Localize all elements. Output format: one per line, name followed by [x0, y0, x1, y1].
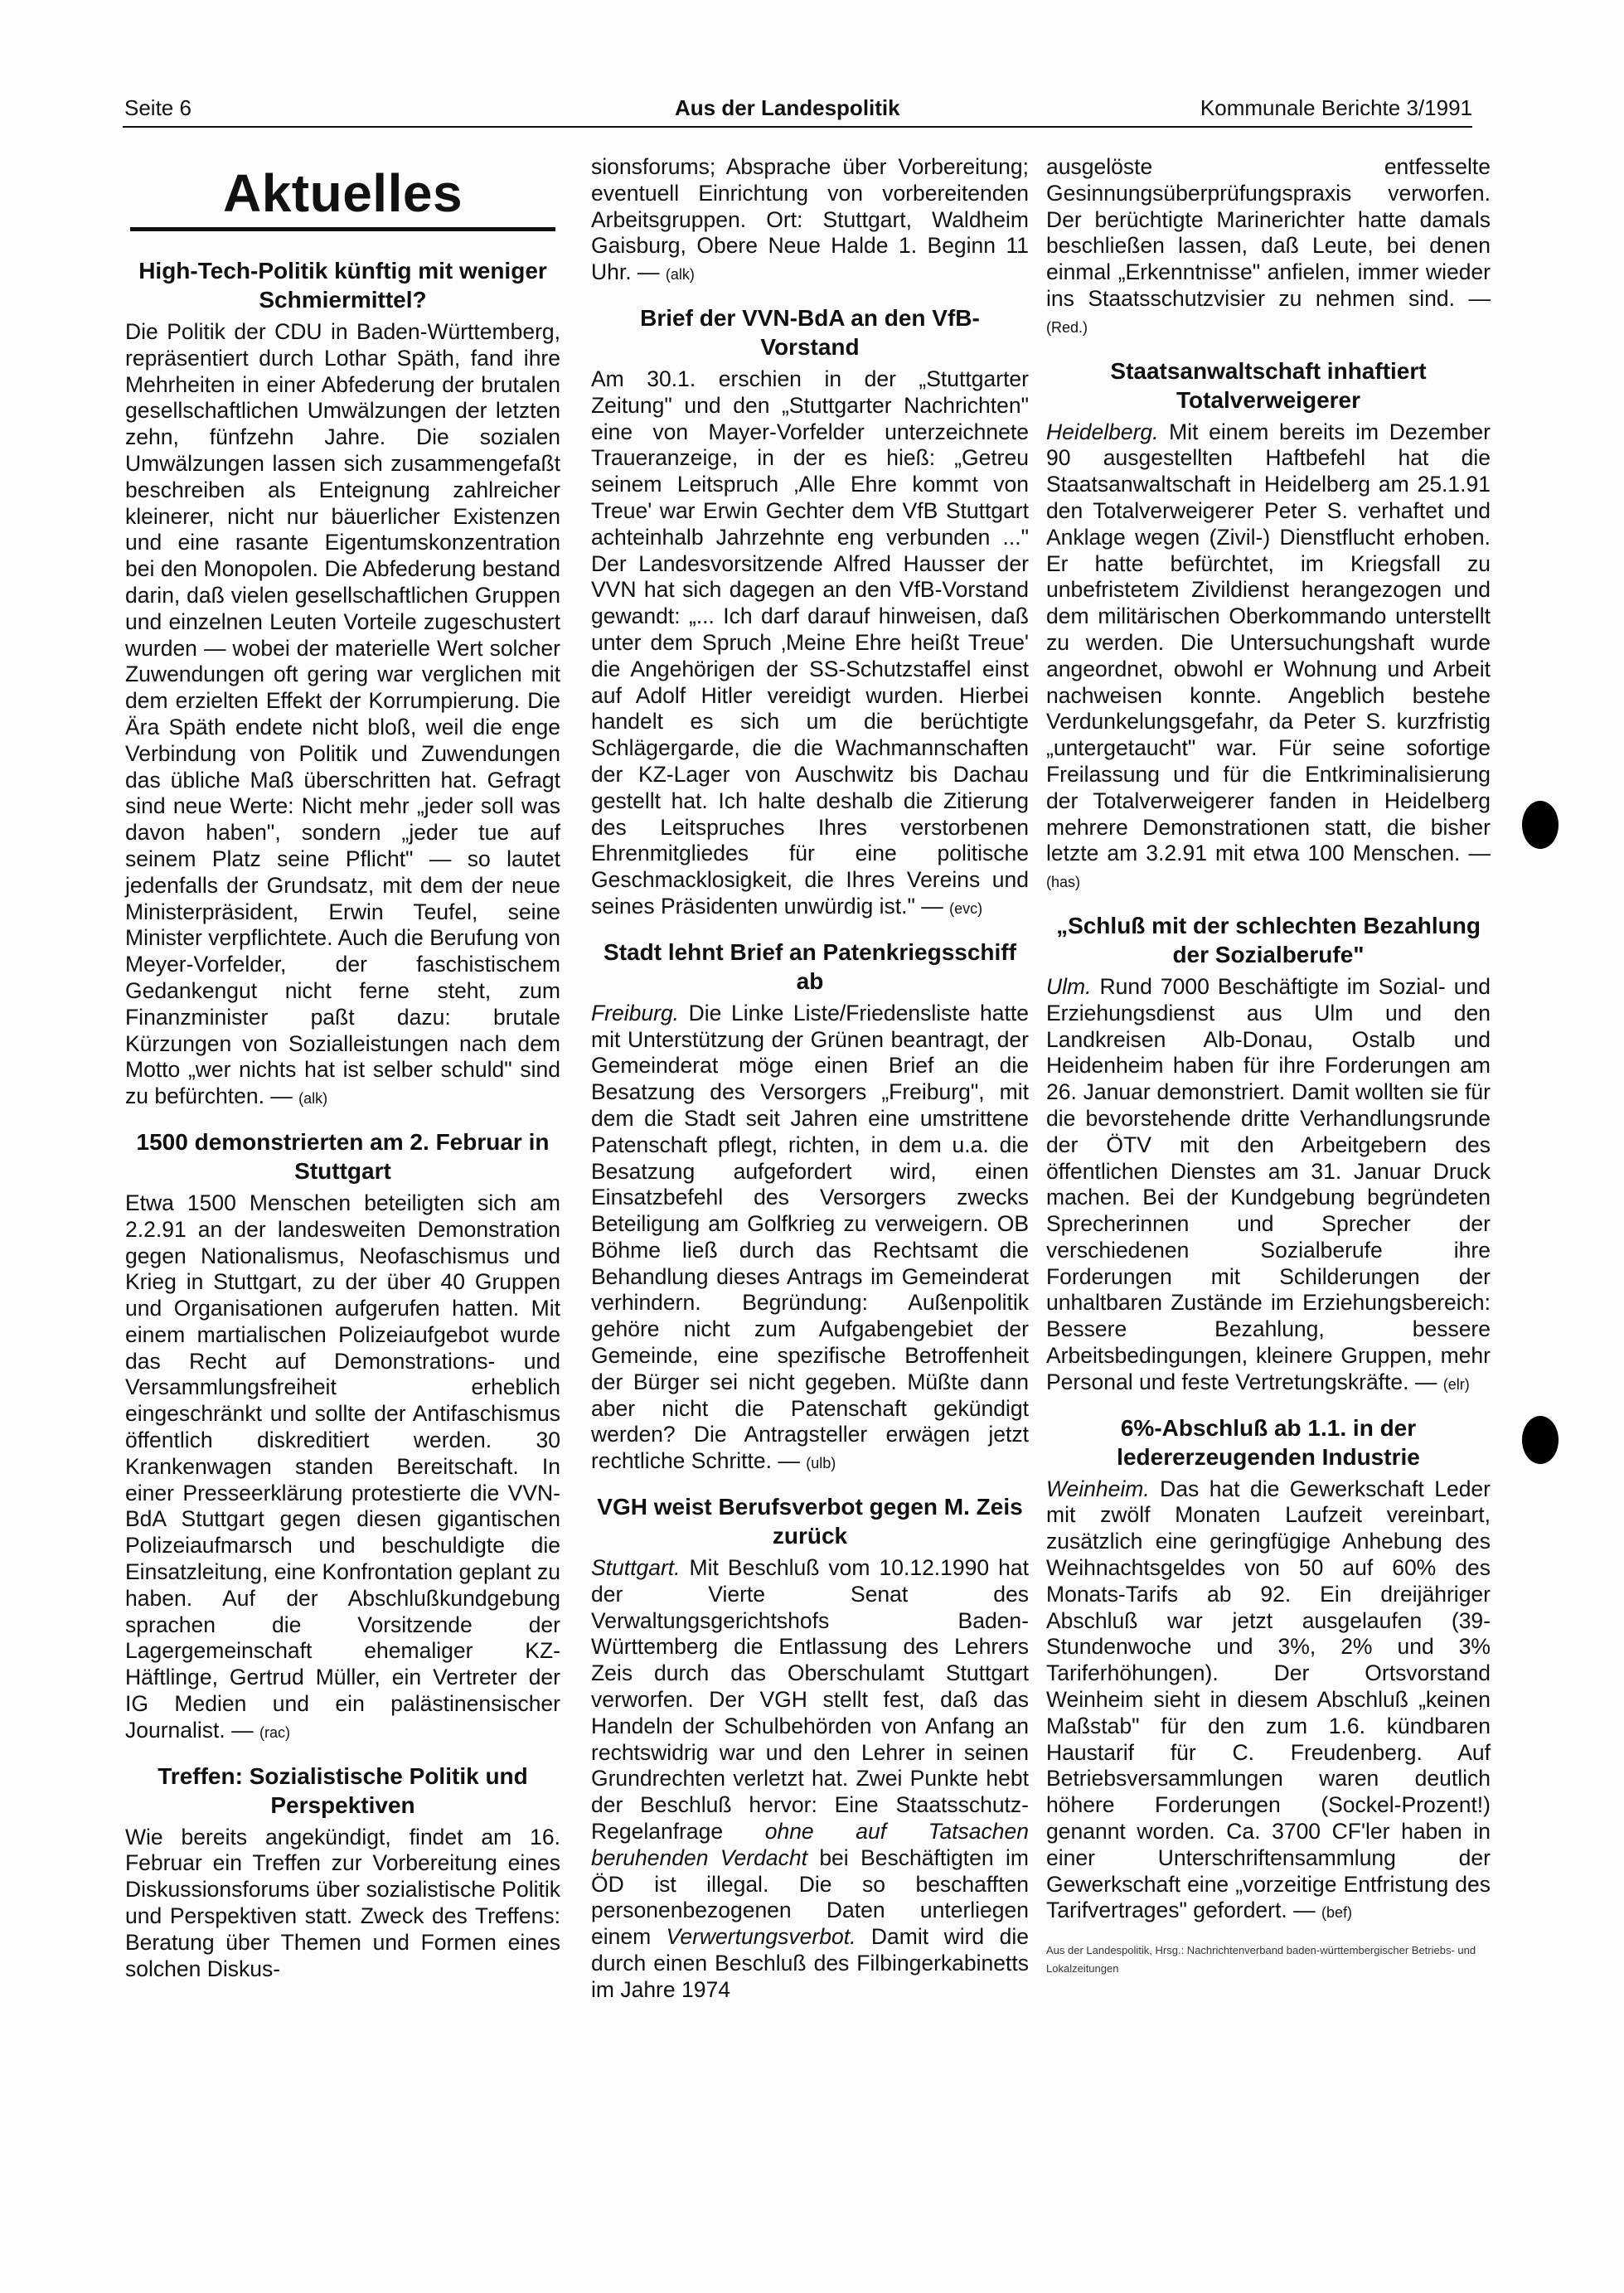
article-text: sionsforums; Absprache über Vorbereitung; eventuell Einrichtung von vorbereitenden Arbeitsgruppen. Ort: Stuttgart, Waldheim Gaisburg, Obere Neue Halde 1. Beginn 11 Uhr. —: [591, 154, 1029, 285]
dateline: Weinheim.: [1046, 1476, 1150, 1501]
article-body: [125, 319, 560, 1113]
author-tag: (Red.): [1046, 318, 1088, 336]
article-body: [1046, 1476, 1491, 1927]
article-body: [1046, 974, 1491, 1399]
article-text: Wie bereits angekündigt, findet am 16. Februar ein Treffen zur Vorbereitung eines Diskussionsforums über sozialistische Politik und Perspektiven statt. Zweck des Treffens: Beratung über Themen und Formen eines solchen Diskus-: [125, 1824, 560, 1981]
author-tag: (evc): [949, 899, 983, 917]
column-2: [591, 154, 1029, 2019]
emphasis-text: Verwertungsverbot.: [666, 1924, 856, 1950]
author-tag: (has): [1046, 874, 1081, 891]
article-body: [591, 1555, 1029, 2004]
article-title: Staatsanwaltschaft inhaftiert Totalverweigerer: [1110, 357, 1427, 413]
article-title: Treffen: Sozialistische Politik und Perspektiven: [158, 1762, 528, 1818]
column-3: [1046, 154, 1491, 1978]
article-title: 6%-Abschluß ab 1.1. in der ledererzeugenden Industrie: [1117, 1414, 1420, 1470]
article-body: [125, 1190, 560, 1747]
article-text: bei Beschäftigten im ÖD ist illegal. Die so beschafften personenbezogenen Daten unterliegen einem: [591, 1845, 1029, 1950]
article-body: [125, 1825, 560, 1983]
article-text: Die Politik der CDU in Baden-Württemberg, repräsentiert durch Lothar Späth, fand ihre Mehrheiten in einer Abfederung der brutalen gesellschaftlichen Umwälzungen der letzten zehn, fünfzehn Jahre. Die sozialen Umwälzungen lassen sich zusammengefaßt beschreiben als Enteignung zahlreicher kleinerer, nicht nur bäuerlicher Existenzen und eine rasante Eigentumskonzentration bei den Monopolen. Die Abfederung bestand darin, daß vielen gesellschaftlichen Gruppen und einzelnen Leuten Vorteile zugeschustert wurden — wobei der materielle Wert solcher Zuwendungen oft gering war verglichen mit dem erzielten Effekt der Korrumpierung. Die Ära Späth endete nicht bloß, weil die enge Verbindung von Politik und Zuwendungen das übliche Maß überschritten hat. Gefragt sind neue Werte: Nicht mehr „jeder soll was davon haben", sondern „jeder tue auf seinem Platz seine Pflicht" — so lautet jedenfalls der Grundsatz, mit dem der neue Ministerpräsident, Erwin Teufel, seine Minister verpflichtete. Auch die Berufung von Meyer-Vorfelder, der faschistischem Gedankengut nicht ferne steht, zum Finanzminister paßt dazu: brutale Kürzungen von Sozialleistungen nach dem Motto „wer nichts hat ist selber schuld" sind zu befürchten. —: [125, 319, 560, 1109]
dateline: Freiburg.: [591, 1000, 680, 1025]
author-tag: (rac): [259, 1723, 291, 1741]
article-text: Etwa 1500 Menschen beteiligten sich am 2.2.91 an der landesweiten Demonstration gegen Nationalismus, Neofaschismus und Krieg in Stuttgart, zu der über 40 Gruppen und Organisationen aufgerufen hatten. Mit einem martialischen Polizeiaufgebot wurde das Recht auf Demonstrations- und Versammlungsfreiheit erheblich eingeschränkt und sollte der Antifaschismus öffentlich diskreditiert werden. 30 Krankenwagen standen Bereitschaft. In einer Presseerklärung protestierte die VVN-BdA Stuttgart gegen diesen gigantischen Polizeiaufmarsch und beschuldigte die Einsatzleitung, eine Konfrontation geplant zu haben. Auf der Abschlußkundgebung sprachen die Vorsitzende der Lagergemeinschaft ehemaliger KZ-Häftlinge, Gertrud Müller, ein Vertreter der IG Medien und ein palästinensischer Journalist. —: [125, 1190, 560, 1743]
article-text: Damit wird die durch einen Beschluß des Filbingerkabinetts im Jahre 1974: [591, 1924, 1029, 2002]
kicker-heading: Aktuelles: [130, 162, 555, 231]
article-text: Die Linke Liste/Friedensliste hatte mit Unterstützung der Grünen beantragt, der Gemeinderat möge einen Brief an die Besatzung des Versorgers „Freiburg", mit dem die Stadt seit Jahren eine umstrittene Patenschaft pflegt, richten, in dem u.a. die Besatzung aufgefordert wird, einen Einsatzbefehl des Versorgers zwecks Beteiligung am Golfkrieg zu verweigern. OB Böhme ließ durch das Rechtsamt die Behandlung dieses Antrags im Gemeinderat verhindern. Begründung: Außenpolitik gehöre nicht zum Aufgabengebiet der Gemeinde, eine spezifische Betroffenheit der Bürger sei nicht gegeben. Müßte dann aber nicht die Patenschaft gekündigt werden? Die Antragsteller erwägen jetzt rechtliche Schritte. —: [591, 1000, 1029, 1474]
article-text: ausgelöste entfesselte Gesinnungsüberprüfungspraxis verworfen. Der berüchtigte Marinerichter hatte damals beschließen lassen, daß Leute, bei denen einmal „Erkenntnisse" anfielen, immer wieder ins Staatsschutzvisier zu nehmen sind. —: [1046, 154, 1491, 311]
article-title: VGH weist Berufsverbot gegen M. Zeis zurück: [597, 1494, 1023, 1549]
punch-hole: [1522, 801, 1559, 849]
issue-label: Kommunale Berichte 3/1991: [1200, 95, 1472, 120]
author-tag: (bef): [1321, 1904, 1352, 1922]
article-body: [1046, 154, 1491, 342]
article-text: Rund 7000 Beschäftigte im Sozial- und Erziehungsdienst aus Ulm und den Landkreisen Alb-Donau, Ostalb und Heidenheim haben für ihre Forderungen am 26. Januar demonstriert. Damit wollten sie für die bevorstehende dritte Verhandlungsrunde der ÖTV mit den Arbeitgebern des öffentlichen Dienstes am 31. Januar Druck machen. Bei der Kundgebung begründeten Sprecherinnen und Sprecher der verschiedenen Sozialberufe ihre Forderungen mit Schilderungen der unhaltbaren Zustände im Erziehungsbereich: Bessere Bezahlung, bessere Arbeitsbedingungen, kleinere Gruppen, mehr Personal und feste Vertretungskräfte. —: [1046, 973, 1491, 1394]
author-tag: (alk): [298, 1090, 328, 1108]
dateline: Heidelberg.: [1046, 419, 1159, 444]
article-body: [591, 154, 1029, 288]
section-title: Aus der Landespolitik: [675, 95, 900, 120]
author-tag: (alk): [665, 266, 695, 284]
article-title: 1500 demonstrierten am 2. Februar in Stuttgart: [136, 1128, 550, 1184]
dateline: Ulm.: [1046, 973, 1092, 999]
column-1: [125, 154, 560, 1997]
article-text: Mit einem bereits im Dezember 90 ausgestellten Haftbefehl hat die Staatsanwaltschaft in Heidelberg am 25.1.91 den Totalverweigerer Peter S. verhaftet und Anklage wegen (Zivil-) Dienstflucht erhoben. Er hatte befürchtet, im Kriegsfall zu unbefristetem Zivildienst herangezogen und dem militärischen Oberkommando unterstellt zu werden. Die Untersuchungshaft wurde angeordnet, obwohl er Wohnung und Arbeit nachweisen konnte. Angeblich bestehe Verdunkelungsgefahr, da Peter S. kurzfristig „untergetaucht" war. Für seine sofortige Freilassung und für die Entkriminalisierung der Totalverweigerer fanden in Heidelberg mehrere Demonstrationen statt, die bisher letzte am 3.2.91 mit etwa 100 Menschen. —: [1046, 419, 1491, 866]
article-title: High-Tech-Politik künftig mit weniger Schmiermittel?: [138, 258, 547, 313]
article-text: Mit Beschluß vom 10.12.1990 hat der Vierte Senat des Verwaltungsgerichtshofs Baden-Württemberg die Entlassung des Lehrers Zeis durch das Oberschulamt Stuttgart verworfen. Der VGH stellt fest, daß das Handeln der Schulbehörden von Anfang an rechtswidrig war und den Lehrer in seinen Grundrechten verletzt hat. Zwei Punkte hebt der Beschluß hervor: Eine Staatsschutz-Regelanfrage: [591, 1555, 1029, 1845]
publisher-footnote: Aus der Landespolitik, Hrsg.: Nachrichtenverband baden-württembergischer Betriebs- und Lokalzeitungen: [1046, 1944, 1476, 1975]
article-title: Stadt lehnt Brief an Patenkriegsschiff ab: [604, 938, 1016, 994]
page-number: Seite 6: [124, 95, 191, 120]
article-body: [591, 1001, 1029, 1477]
author-tag: (ulb): [806, 1455, 836, 1472]
emphasis-text: ohne auf Tatsachen beruhenden Verdacht: [591, 1819, 1030, 1870]
dateline: Stuttgart.: [591, 1555, 681, 1581]
article-text: Das hat die Gewerkschaft Leder mit zwölf Monaten Laufzeit vereinbart, zusätzlich eine geringfügige Anhebung des Weihnachtsgeldes von 50 auf 60% des Monats-Tarifs ab 92. Ein dreijähriger Abschluß war jetzt ausgelaufen (39-Stundenwoche und 3%, 2% und 3% Tariferhöhungen). Der Ortsvorstand Weinheim sieht in diesem Abschluß „keinen Maßstab" für den zum 1.6. kündbaren Haustarif für C. Freudenberg. Auf Betriebsversammlungen waren deutlich höhere Forderungen (Sockel-Prozent!) genannt worden. Ca. 3700 CF'ler haben in einer Unterschriftensammlung der Gewerkschaft eine „vorzeitige Entfristung des Tarifvertrages" gefordert. —: [1046, 1476, 1491, 1923]
article-title: Brief der VVN-BdA an den VfB-Vorstand: [640, 304, 980, 360]
author-tag: (elr): [1442, 1375, 1470, 1393]
article-title: „Schluß mit der schlechten Bezahlung der Sozialberufe": [1056, 912, 1481, 967]
article-body: [591, 366, 1029, 923]
article-text: Am 30.1. erschien in der „Stuttgarter Zeitung" und den „Stuttgarter Nachrichten" eine von Mayer-Vorfelder unterzeichnete Traueranzeige, in der es hieß: „Getreu seinem Leitspruch ‚Alle Ehre kommt von Treue' war Erwin Gechter dem VfB Stuttgart achteinhalb Jahrzehnte eng verbunden ..." Der Landesvorsitzende Alfred Hausser der VVN hat sich dagegen an den VfB-Vorstand gewandt: „... Ich darf darauf hinweisen, daß unter dem Spruch ‚Meine Ehre heißt Treue' die Angehörigen der SS-Schutzstaffel einst auf Adolf Hitler vereidigt wurden. Hierbei handelt es sich um die berüchtigte Schlägergarde, die die Wachmannschaften der KZ-Lager von Auschwitz bis Dachau gestellt hat. Ich halte deshalb die Zitierung des Leitspruches Ihres verstorbenen Ehrenmitgliedes für eine politische Geschmacklosigkeit, die Ihres Vereins und seines Präsidenten unwürdig ist." —: [591, 366, 1029, 919]
article-body: [1046, 419, 1491, 896]
punch-hole: [1522, 1416, 1559, 1464]
page-header: [123, 68, 1472, 128]
